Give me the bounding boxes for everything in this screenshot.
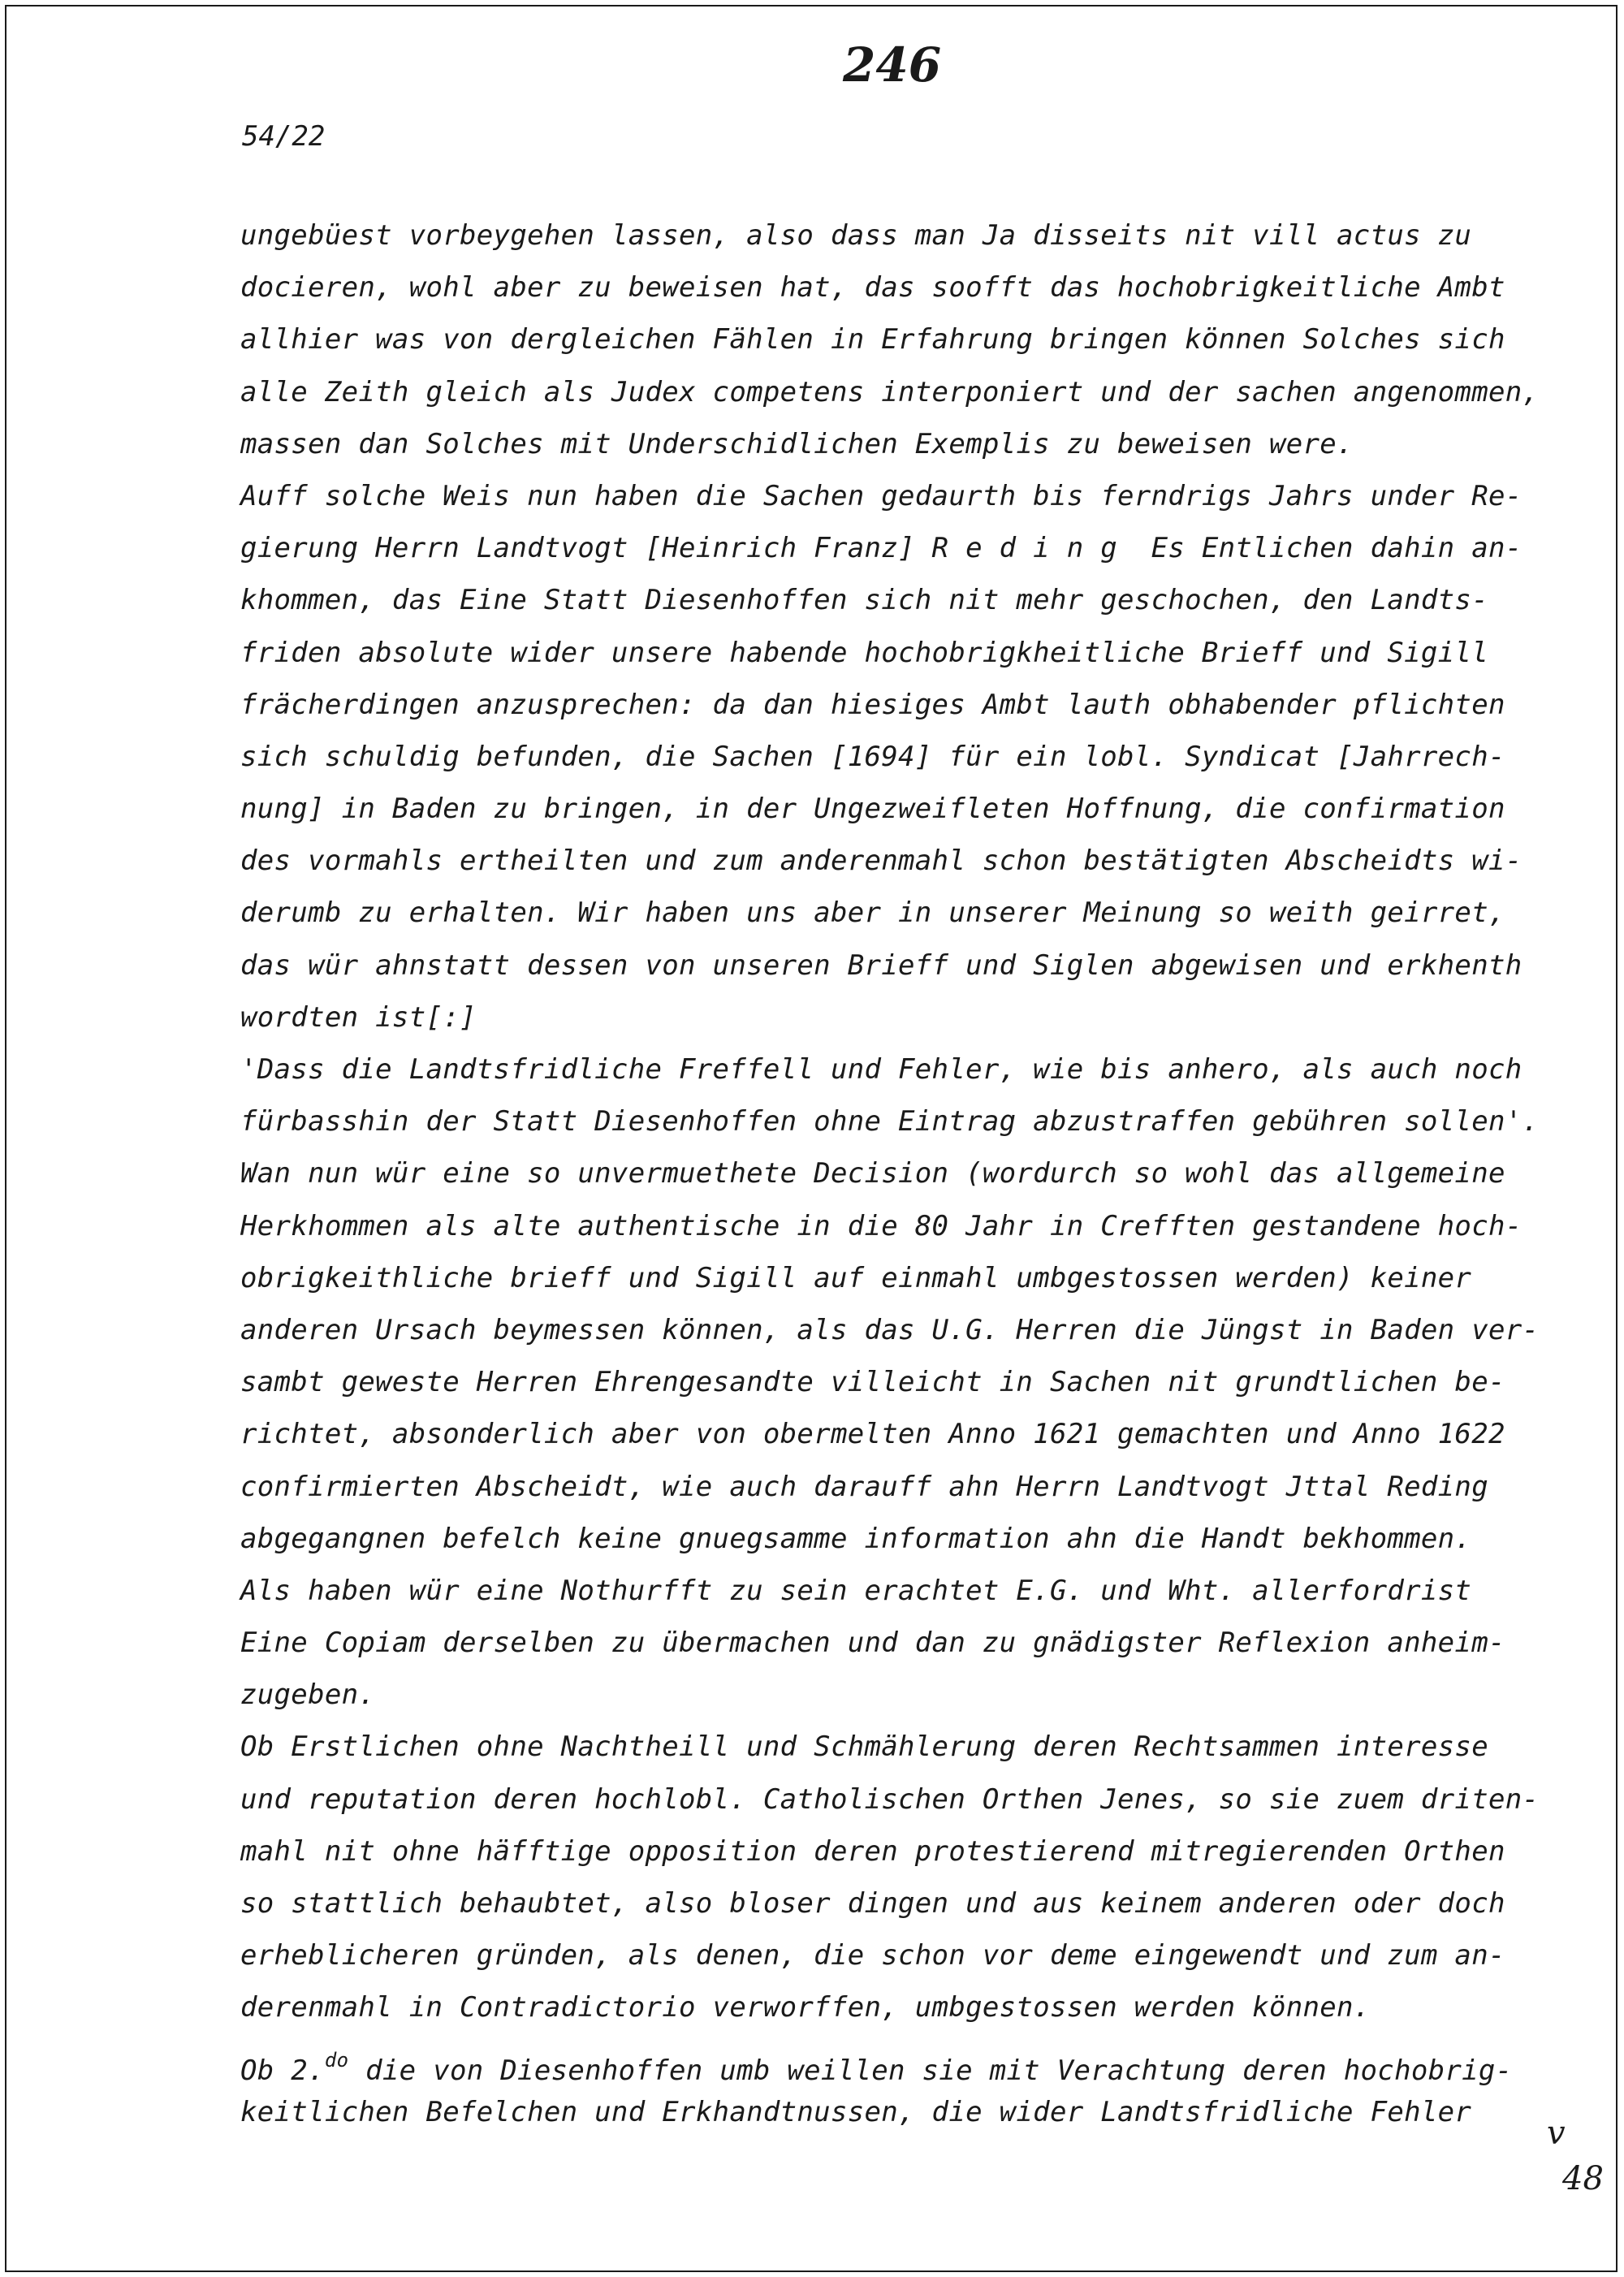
- text-line: Herkhommen als alte authentische in die 80 Jahr in Crefften gestandene hoch-: [240, 1209, 1522, 1242]
- text-line: massen dan Solches mit Underschidlichen Exemplis zu beweisen were.: [240, 427, 1354, 460]
- text-line: allhier was von dergleichen Fählen in Erfahrung bringen können Solches sich: [240, 323, 1505, 356]
- text-line: friden absolute wider unsere habende hochobrigkheitliche Brieff und Sigill: [240, 636, 1488, 669]
- margin-folio-number: 48: [1562, 2160, 1604, 2197]
- text-line: khommen, das Eine Statt Diesenhoffen sich nit mehr geschochen, den Landts-: [240, 584, 1488, 617]
- text-line: abgegangnen befelch keine gnuegsamme information ahn die Handt bekhommen.: [240, 1522, 1472, 1555]
- text-line: Wan nun wür eine so unvermuethete Decision (wordurch so wohl das allgemeine: [240, 1157, 1505, 1190]
- text-line: Ob Erstlichen ohne Nachtheill und Schmählerung deren Rechtsammen interesse: [240, 1730, 1488, 1764]
- text-line: 'Dass die Landtsfridliche Freffell und Fehler, wie bis anhero, als auch noch: [240, 1053, 1522, 1086]
- text-line: ungebüest vorbeygehen lassen, also dass man Ja disseits nit vill actus zu: [240, 219, 1472, 252]
- text-line: Als haben wür eine Nothurfft zu sein erachtet E.G. und Wht. allerfordrist: [240, 1574, 1472, 1607]
- text-line: so stattlich behaubtet, also bloser dingen und aus keinem anderen oder doch: [240, 1887, 1505, 1920]
- text-line: alle Zeith gleich als Judex competens interponiert und der sachen angenommen,: [240, 375, 1540, 408]
- text-line: das wür ahnstatt dessen von unseren Brieff und Siglen abgewisen und erkhenth: [240, 948, 1522, 982]
- text-line: mahl nit ohne häfftige opposition deren protestierend mitregierenden Orthen: [240, 1834, 1505, 1868]
- text-line: sambt geweste Herren Ehrengesandte villeicht in Sachen nit grundtlichen be-: [240, 1366, 1505, 1399]
- page-number: 246: [843, 37, 942, 93]
- body-lines: [240, 210, 1540, 2034]
- text-line: gierung Herrn Landtvogt [Heinrich Franz] R e d i n g Es Entlichen dahin an-: [240, 532, 1522, 565]
- text-line: und reputation deren hochlobl. Catholischen Orthen Jenes, so sie zuem driten-: [240, 1782, 1540, 1816]
- text-line: fürbasshin der Statt Diesenhoffen ohne Eintrag abzustraffen gebühren sollen'.: [240, 1105, 1540, 1138]
- text-line-final: keitlichen Befelchen und Erkhandtnussen, die wider Landtsfridliche Fehler: [240, 2095, 1472, 2128]
- text-line: nung] in Baden zu bringen, in der Ungezweifleten Hoffnung, die confirmation: [240, 793, 1505, 826]
- text-line: erheblicheren gründen, als denen, die schon vor deme eingewendt und zum an-: [240, 1939, 1505, 1972]
- last-para-rest: die von Diesenhoffen umb weillen sie mit Verachtung deren hochobrig-: [348, 2054, 1513, 2087]
- text-line: frächerdingen anzusprechen: da dan hiesiges Ambt lauth obhabender pflichten: [240, 688, 1505, 721]
- text-line: obrigkeithliche brieff und Sigill auf einmahl umbgestossen werden) keiner: [240, 1261, 1472, 1294]
- margin-check-mark: v: [1547, 2115, 1566, 2152]
- last-para-superscript: do: [324, 2048, 349, 2072]
- last-para-prefix: Ob 2.: [240, 2054, 325, 2087]
- text-line: Auff solche Weis nun haben die Sachen gedaurth bis ferndrigs Jahrs under Re-: [240, 479, 1522, 512]
- text-line: richtet, absonderlich aber von obermelten Anno 1621 gemachten und Anno 1622: [240, 1418, 1505, 1451]
- text-line: derenmahl in Contradictorio verworffen, umbgestossen werden können.: [240, 1991, 1371, 2024]
- text-line: docieren, wohl aber zu beweisen hat, das soofft das hochobrigkeitliche Ambt: [240, 271, 1505, 305]
- reference-number: 54/22: [242, 120, 326, 153]
- text-line: anderen Ursach beymessen können, als das U.G. Herren die Jüngst in Baden ver-: [240, 1313, 1540, 1346]
- text-line: wordten ist[:]: [240, 1000, 477, 1034]
- text-line: confirmierten Abscheidt, wie auch darauff ahn Herrn Landtvogt Jttal Reding: [240, 1470, 1488, 1503]
- text-line: Eine Copiam derselben zu übermachen und dan zu gnädigster Reflexion anheim-: [240, 1627, 1505, 1660]
- text-line: derumb zu erhalten. Wir haben uns aber in unserer Meinung so weith geirret,: [240, 897, 1505, 930]
- text-line-last-para: [240, 2034, 1513, 2087]
- text-line: zugeben.: [240, 1679, 376, 1712]
- transcription-body: [240, 210, 1540, 2138]
- text-line: des vormahls ertheilten und zum anderenmahl schon bestätigten Abscheidts wi-: [240, 845, 1522, 878]
- text-line: sich schuldig befunden, die Sachen [1694] für ein lobl. Syndicat [Jahrrech-: [240, 740, 1505, 773]
- document-page: [5, 5, 1618, 2272]
